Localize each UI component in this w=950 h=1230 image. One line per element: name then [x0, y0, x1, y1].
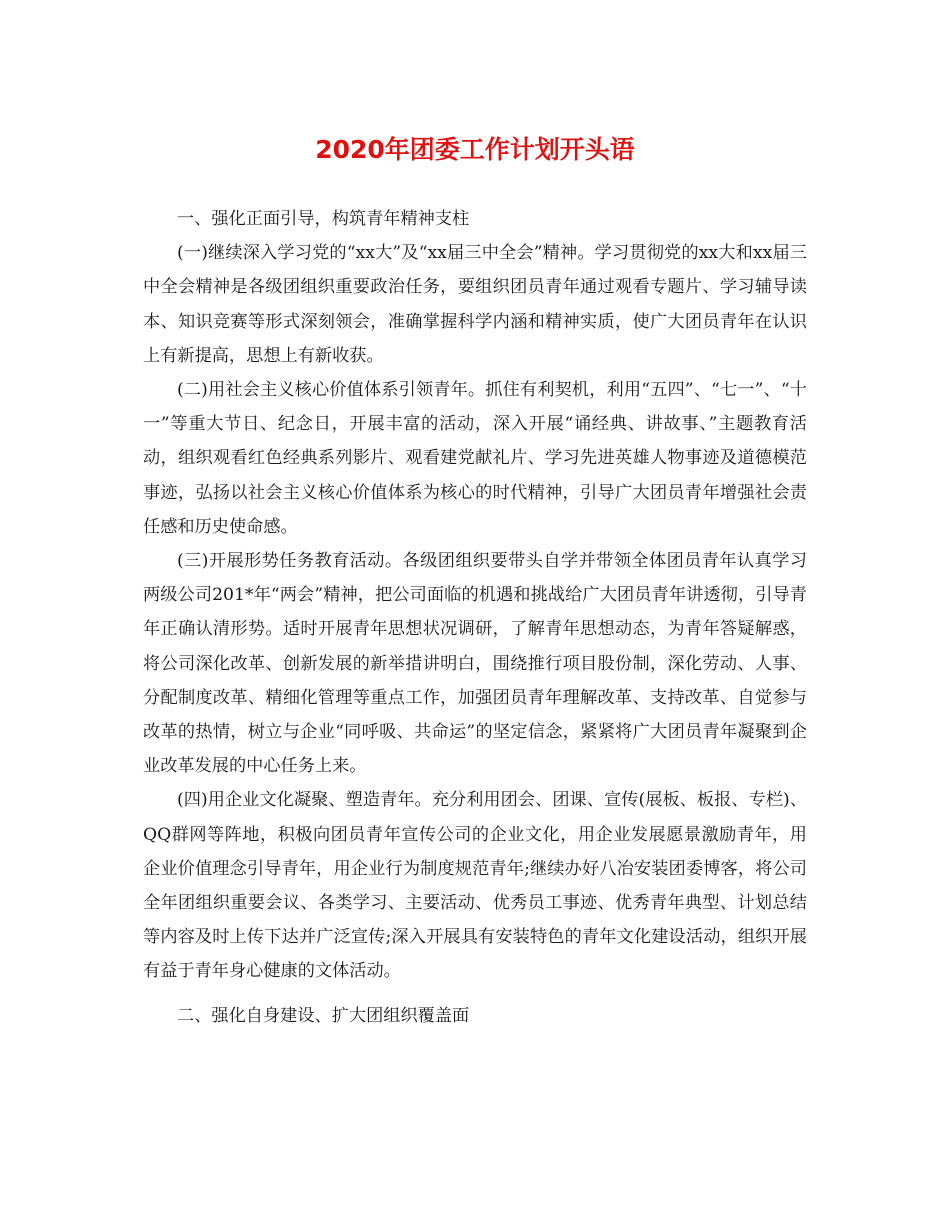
- section-heading-2: 二、强化自身建设、扩大团组织覆盖面: [177, 1005, 470, 1026]
- paragraph-2: (二)用社会主义核心价值体系引领青年。抓住有利契机，利用“五四”、“七一”、“十一”等重大节日、纪念日，开展丰富的活动，深入开展“诵经典、讲故事、”主题教育活动，组织观看红色经典系列影片、观看建党献礼片、学习先进英雄人物事迹及道德模范事迹，弘扬以社会主义核心价值体系为核心的时代精神，引导广大团员青年增强社会责任感和历史使命感。: [143, 380, 807, 537]
- paragraph-3: (三)开展形势任务教育活动。各级团组织要带头自学并带领全体团员青年认真学习两级公司201*年“两会”精神，把公司面临的机遇和挑战给广大团员青年讲透彻，引导青年正确认清形势。适时开展青年思想状况调研，了解青年思想动态，为青年答疑解惑，将公司深化改革、创新发展的新举措讲明白，围绕推行项目股份制，深化劳动、人事、分配制度改革、精细化管理等重点工作，加强团员青年理解改革、支持改革、自觉参与改革的热情，树立与企业“同呼吸、共命运”的坚定信念，紧紧将广大团员青年凝聚到企业改革发展的中心任务上来。: [143, 551, 807, 777]
- section-heading-1: 一、强化正面引导，构筑青年精神支柱: [177, 209, 470, 229]
- paragraph-1: (一)继续深入学习党的“xx大”及“xx届三中全会”精神。学习贯彻党的xx大和xx届三中全会精神是各级团组织重要政治任务，要组织团员青年通过观看专题片、学习辅导读本、知识竞赛等形式深刻领会，准确掌握科学内涵和精神实质，使广大团员青年在认识上有新提高，思想上有新收获。: [143, 243, 807, 366]
- paragraph-4: (四)用企业文化凝聚、塑造青年。充分利用团会、团课、宣传(展板、板报、专栏)、QQ群网等阵地，积极向团员青年宣传公司的企业文化，用企业发展愿景激励青年，用企业价值理念引导青年，用企业行为制度规范青年;继续办好八冶安装团委博客，将公司全年团组织重要会议、各类学习、主要活动、优秀员工事迹、优秀青年典型、计划总结等内容及时上传下达并广泛宣传;深入开展具有安装特色的青年文化建设活动，组织开展有益于青年身心健康的文体活动。: [143, 790, 807, 982]
- document-title: 2020年团委工作计划开头语: [315, 135, 635, 164]
- document-body: [143, 202, 807, 1033]
